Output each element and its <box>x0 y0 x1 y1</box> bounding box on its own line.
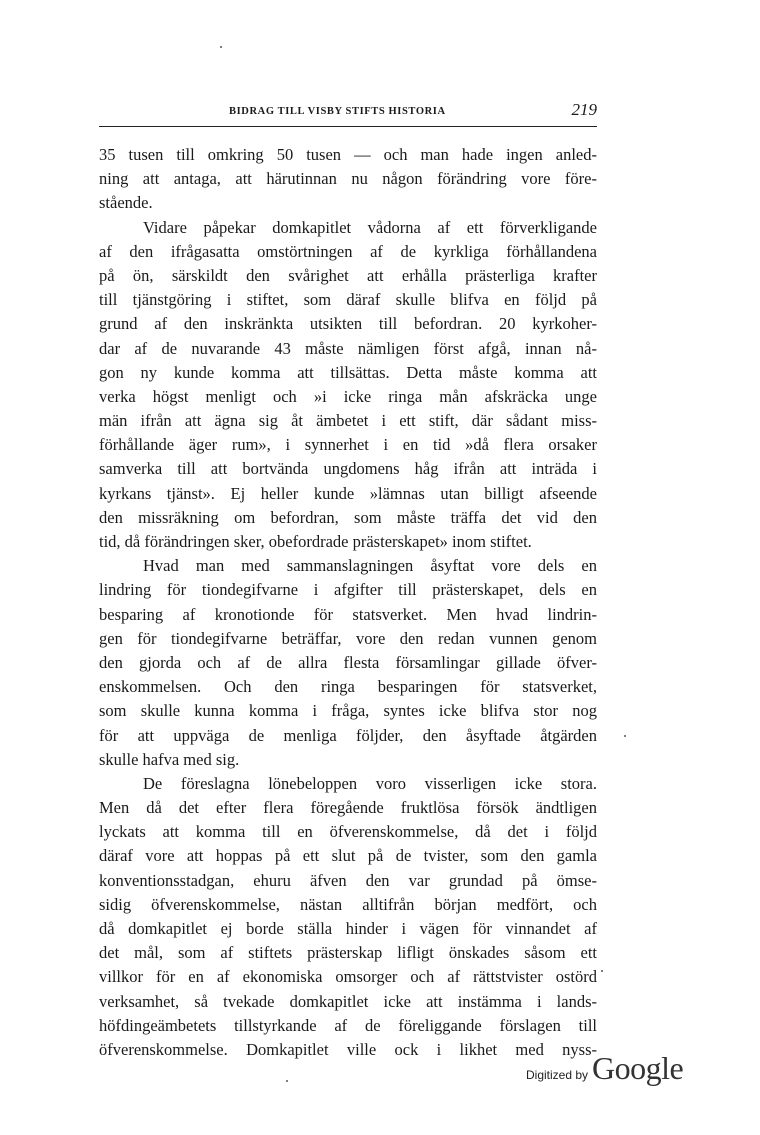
text-line: gon ny kunde komma att tillsättas. Detta måste komma att <box>99 362 597 382</box>
text-line: 35 tusen till omkring 50 tusen — och man hade ingen anled- <box>99 145 597 164</box>
paper-speck <box>220 46 222 48</box>
text-line: män ifrån att ägna sig åt ämbetet i ett stift, där sådant miss- <box>99 411 597 431</box>
paper-speck <box>624 735 626 737</box>
text-line: det mål, som af stiftets prästerskap lifligt önskades såsom ett <box>99 943 597 963</box>
text-line: då domkapitlet ej borde ställa hinder i vägen för vinnandet af <box>99 919 597 938</box>
body-text <box>99 143 597 1062</box>
text-line: däraf vore att hoppas på ett slut på de tvister, som den gamla <box>99 846 597 866</box>
text-line: besparing af kronotionde för statsverket. Men hvad lindrin- <box>99 604 597 624</box>
text-line: lyckats att komma till en öfverenskommelse, då det i följd <box>99 822 597 842</box>
page-number: 219 <box>571 100 597 119</box>
text-line: stående. <box>99 193 153 213</box>
text-line: lindring för tiondegifvarne i afgifter till prästerskapet, dels en <box>99 580 597 600</box>
text-line: skulle hafva med sig. <box>99 749 240 769</box>
text-line: konventionsstadgan, ehuru äfven den var grundad på ömse- <box>99 870 597 890</box>
text-line: ning att antaga, att härutinnan nu någon förändring vore före- <box>99 169 597 189</box>
text-line: villkor för en af ekonomiska omsorger och af rättstvister ostörd <box>99 967 597 987</box>
google-logo: Google <box>592 1050 684 1086</box>
text-line: förhållande äger rum», i synnerhet i en tid »då flera orsaker <box>99 435 597 455</box>
paper-speck <box>601 970 603 972</box>
text-line: för att uppväga de menliga följder, den åsyftade åtgärden <box>99 725 597 745</box>
text-line: den missräkning om befordran, som måste träffa det vid den <box>99 507 597 527</box>
text-line: kyrkans tjänst». Ej heller kunde »lämnas utan billigt afseende <box>99 483 597 503</box>
text-line: den gjorda och af de allra flesta församlingar gillade öfver- <box>99 652 597 672</box>
text-line: höfdingeämbetets tillstyrkande af de föreliggande förslagen till <box>99 1015 597 1035</box>
digitized-by-google-watermark <box>526 1050 683 1090</box>
text-line: gen för tiondegifvarne beträffar, vore den redan vunnen genom <box>99 628 597 648</box>
text-line: Hvad man med sammanslagningen åsyftat vore dels en <box>143 556 597 576</box>
watermark-prefix: Digitized by <box>526 1068 589 1082</box>
text-line: till tjänstgöring i stiftet, som däraf skulle blifva en följd på <box>99 290 597 310</box>
running-head: BIDRAG TILL VISBY STIFTS HISTORIA <box>229 106 446 117</box>
text-line: samverka till att bortvända ungdomens håg ifrån att inträda i <box>99 459 597 479</box>
text-line: Men då det efter flera föregående fruktlösa försök ändtligen <box>99 798 597 818</box>
text-line: som skulle kunna komma i fråga, syntes icke blifva stor nog <box>99 701 597 721</box>
page-header <box>99 100 597 124</box>
text-line: grund af den inskränkta utsikten till befordran. 20 kyrkoher- <box>99 314 597 334</box>
text-line: tid, då förändringen sker, obefordrade prästerskapet» inom stiftet. <box>99 532 532 551</box>
paper-speck <box>286 1080 288 1082</box>
text-line: verka högst menligt och »i icke ringa mån afskräcka unge <box>99 386 597 406</box>
text-line: öfverenskommelse. Domkapitlet ville ock i likhet med nyss- <box>99 1039 597 1059</box>
text-line: sidig öfverenskommelse, nästan alltifrån början medfört, och <box>99 894 597 914</box>
text-line: verksamhet, så tvekade domkapitlet icke att instämma i lands- <box>99 991 597 1011</box>
header-rule <box>99 126 597 127</box>
text-line: Vidare påpekar domkapitlet vådorna af ett förverkligande <box>143 217 597 237</box>
text-line: af den ifrågasatta omstörtningen af de kyrkliga förhållandena <box>99 241 597 261</box>
text-line: dar af de nuvarande 43 måste nämligen först afgå, innan nå- <box>99 338 597 358</box>
text-line: på ön, särskildt den svårighet att erhålla prästerliga krafter <box>99 265 597 285</box>
text-line: De föreslagna lönebeloppen voro visserligen icke stora. <box>143 773 597 793</box>
text-line: enskommelsen. Och den ringa besparingen för statsverket, <box>99 677 597 697</box>
